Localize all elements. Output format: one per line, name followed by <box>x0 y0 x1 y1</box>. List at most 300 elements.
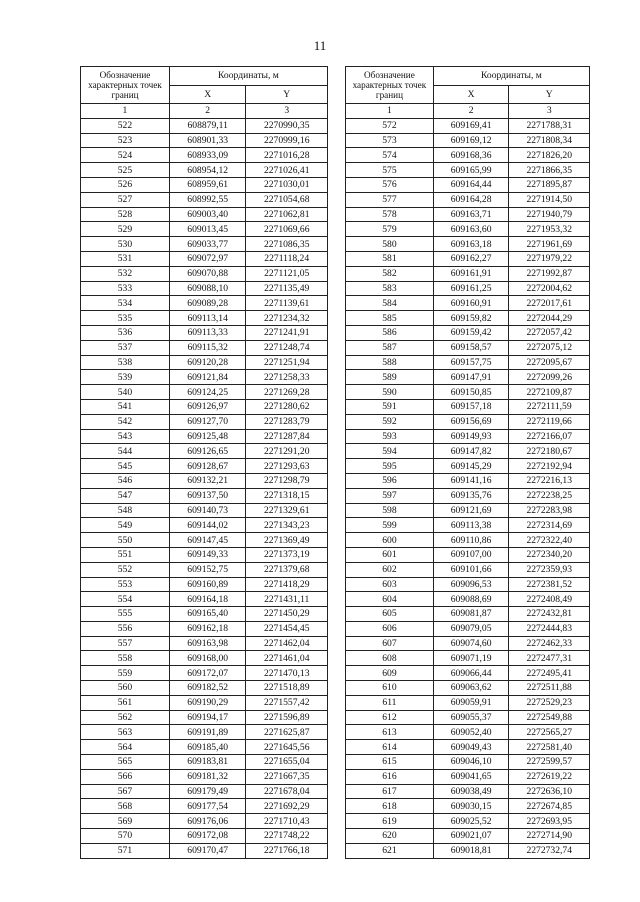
table-row <box>81 459 328 474</box>
y-coordinate-cell: 2271054,68 <box>246 192 328 207</box>
y-coordinate-cell: 2271121,05 <box>246 266 328 281</box>
y-coordinate-cell: 2270999,16 <box>246 133 328 148</box>
x-coordinate-cell: 609088,10 <box>169 281 246 296</box>
point-number-cell: 606 <box>346 621 434 636</box>
point-number-cell: 608 <box>346 651 434 666</box>
x-coordinate-cell: 609033,77 <box>169 237 246 252</box>
y-coordinate-cell: 2272095,67 <box>509 355 590 370</box>
y-coordinate-cell: 2271557,42 <box>246 695 328 710</box>
y-coordinate-cell: 2272619,22 <box>509 769 590 784</box>
table-row <box>81 296 328 311</box>
point-number-cell: 598 <box>346 503 434 518</box>
table-row <box>81 311 328 326</box>
x-coordinate-cell: 609137,50 <box>169 488 246 503</box>
y-coordinate-cell: 2271454,45 <box>246 621 328 636</box>
point-number-cell: 607 <box>346 636 434 651</box>
x-coordinate-cell: 609157,18 <box>433 399 509 414</box>
y-coordinate-cell: 2272322,40 <box>509 533 590 548</box>
point-number-cell: 614 <box>346 740 434 755</box>
y-coordinate-cell: 2272549,88 <box>509 710 590 725</box>
x-coordinate-cell: 609055,37 <box>433 710 509 725</box>
x-coordinate-cell: 609125,48 <box>169 429 246 444</box>
point-number-cell: 569 <box>81 814 170 829</box>
point-number-cell: 565 <box>81 755 170 770</box>
y-coordinate-cell: 2272283,98 <box>509 503 590 518</box>
y-coordinate-cell: 2271431,11 <box>246 592 328 607</box>
table-row <box>81 562 328 577</box>
x-coordinate-cell: 609101,66 <box>433 562 509 577</box>
table-row <box>81 251 328 266</box>
x-coordinate-cell: 609013,45 <box>169 222 246 237</box>
table-row <box>81 784 328 799</box>
x-coordinate-cell: 609140,73 <box>169 503 246 518</box>
point-number-cell: 619 <box>346 814 434 829</box>
table-row <box>81 488 328 503</box>
table-row <box>346 843 590 858</box>
coordinates-table-left <box>80 66 328 859</box>
point-number-cell: 523 <box>81 133 170 148</box>
table-row <box>346 488 590 503</box>
x-coordinate-cell: 609132,21 <box>169 473 246 488</box>
y-coordinate-cell: 2271298,79 <box>246 473 328 488</box>
y-coordinate-cell: 2272714,90 <box>509 829 590 844</box>
y-coordinate-cell: 2271470,13 <box>246 666 328 681</box>
point-number-cell: 596 <box>346 473 434 488</box>
y-coordinate-cell: 2271030,01 <box>246 177 328 192</box>
y-coordinate-cell: 2271418,29 <box>246 577 328 592</box>
table-row <box>81 799 328 814</box>
point-number-cell: 604 <box>346 592 434 607</box>
table-row <box>346 636 590 651</box>
x-coordinate-cell: 609190,29 <box>169 695 246 710</box>
table-row <box>346 429 590 444</box>
x-coordinate-cell: 609172,08 <box>169 829 246 844</box>
table-row <box>81 118 328 133</box>
point-number-cell: 545 <box>81 459 170 474</box>
y-coordinate-cell: 2271692,29 <box>246 799 328 814</box>
x-coordinate-cell: 609156,69 <box>433 414 509 429</box>
x-coordinate-cell: 609161,25 <box>433 281 509 296</box>
x-header: X <box>433 85 509 104</box>
coordinates-table-right <box>345 66 590 859</box>
y-coordinate-cell: 2271961,69 <box>509 237 590 252</box>
point-number-cell: 611 <box>346 695 434 710</box>
x-coordinate-cell: 609088,69 <box>433 592 509 607</box>
column-number-1: 1 <box>346 104 434 119</box>
point-number-cell: 553 <box>81 577 170 592</box>
x-coordinate-cell: 609149,93 <box>433 429 509 444</box>
y-coordinate-cell: 2271343,23 <box>246 518 328 533</box>
point-number-cell: 592 <box>346 414 434 429</box>
table-row <box>346 562 590 577</box>
x-coordinate-cell: 609079,05 <box>433 621 509 636</box>
y-coordinate-cell: 2271248,74 <box>246 340 328 355</box>
point-number-cell: 544 <box>81 444 170 459</box>
point-number-cell: 555 <box>81 607 170 622</box>
y-coordinate-cell: 2271450,29 <box>246 607 328 622</box>
y-coordinate-cell: 2271241,91 <box>246 325 328 340</box>
point-number-cell: 566 <box>81 769 170 784</box>
table-row <box>346 148 590 163</box>
y-header: Y <box>246 85 328 104</box>
table-row <box>81 829 328 844</box>
point-number-cell: 525 <box>81 163 170 178</box>
point-number-cell: 572 <box>346 118 434 133</box>
y-coordinate-cell: 2272529,23 <box>509 695 590 710</box>
table-row <box>81 681 328 696</box>
y-coordinate-cell: 2271258,33 <box>246 370 328 385</box>
x-coordinate-cell: 608992,55 <box>169 192 246 207</box>
table-row <box>346 607 590 622</box>
table-row <box>346 577 590 592</box>
table-row <box>346 459 590 474</box>
y-coordinate-cell: 2272674,85 <box>509 799 590 814</box>
table-row <box>81 547 328 562</box>
point-number-cell: 621 <box>346 843 434 858</box>
y-coordinate-cell: 2272511,88 <box>509 681 590 696</box>
y-coordinate-cell: 2272432,81 <box>509 607 590 622</box>
x-coordinate-cell: 609162,18 <box>169 621 246 636</box>
table-row <box>81 843 328 858</box>
table-row <box>346 769 590 784</box>
x-coordinate-cell: 609165,99 <box>433 163 509 178</box>
designation-header: Обозначение характерных точек границ <box>81 67 170 104</box>
y-header: Y <box>509 85 590 104</box>
y-coordinate-cell: 2272075,12 <box>509 340 590 355</box>
point-number-cell: 554 <box>81 592 170 607</box>
table-row <box>346 533 590 548</box>
table-row <box>81 355 328 370</box>
y-coordinate-cell: 2272636,10 <box>509 784 590 799</box>
x-coordinate-cell: 609126,97 <box>169 399 246 414</box>
header-row <box>346 67 590 86</box>
x-coordinate-cell: 609141,16 <box>433 473 509 488</box>
y-coordinate-cell: 2271234,32 <box>246 311 328 326</box>
x-coordinate-cell: 609144,02 <box>169 518 246 533</box>
point-number-cell: 582 <box>346 266 434 281</box>
y-coordinate-cell: 2271866,35 <box>509 163 590 178</box>
point-number-cell: 618 <box>346 799 434 814</box>
point-number-cell: 580 <box>346 237 434 252</box>
column-number-row <box>81 104 328 119</box>
y-coordinate-cell: 2271596,89 <box>246 710 328 725</box>
x-coordinate-cell: 609157,75 <box>433 355 509 370</box>
point-number-cell: 605 <box>346 607 434 622</box>
point-number-cell: 594 <box>346 444 434 459</box>
x-coordinate-cell: 609066,44 <box>433 666 509 681</box>
column-number-1: 1 <box>81 104 170 119</box>
table-row <box>81 385 328 400</box>
x-header: X <box>169 85 246 104</box>
table-row <box>346 237 590 252</box>
x-coordinate-cell: 609126,65 <box>169 444 246 459</box>
y-coordinate-cell: 2272238,25 <box>509 488 590 503</box>
x-coordinate-cell: 609158,57 <box>433 340 509 355</box>
table-row <box>346 177 590 192</box>
x-coordinate-cell: 609181,32 <box>169 769 246 784</box>
point-number-cell: 568 <box>81 799 170 814</box>
x-coordinate-cell: 609113,38 <box>433 518 509 533</box>
point-number-cell: 577 <box>346 192 434 207</box>
x-coordinate-cell: 609096,53 <box>433 577 509 592</box>
point-number-cell: 563 <box>81 725 170 740</box>
point-number-cell: 542 <box>81 414 170 429</box>
x-coordinate-cell: 609071,19 <box>433 651 509 666</box>
table-row <box>346 784 590 799</box>
x-coordinate-cell: 609070,88 <box>169 266 246 281</box>
y-coordinate-cell: 2271269,28 <box>246 385 328 400</box>
y-coordinate-cell: 2272314,69 <box>509 518 590 533</box>
table-row <box>81 577 328 592</box>
table-row <box>81 266 328 281</box>
x-coordinate-cell: 609169,12 <box>433 133 509 148</box>
y-coordinate-cell: 2272444,83 <box>509 621 590 636</box>
y-coordinate-cell: 2272495,41 <box>509 666 590 681</box>
y-coordinate-cell: 2271369,49 <box>246 533 328 548</box>
point-number-cell: 586 <box>346 325 434 340</box>
y-coordinate-cell: 2270990,35 <box>246 118 328 133</box>
y-coordinate-cell: 2271062,81 <box>246 207 328 222</box>
x-coordinate-cell: 609124,25 <box>169 385 246 400</box>
y-coordinate-cell: 2271086,35 <box>246 237 328 252</box>
y-coordinate-cell: 2271283,79 <box>246 414 328 429</box>
y-coordinate-cell: 2272044,29 <box>509 311 590 326</box>
x-coordinate-cell: 609018,81 <box>433 843 509 858</box>
point-number-cell: 576 <box>346 177 434 192</box>
table-row <box>81 370 328 385</box>
table-row <box>81 340 328 355</box>
table-row <box>81 695 328 710</box>
point-number-cell: 573 <box>346 133 434 148</box>
y-coordinate-cell: 2272099,26 <box>509 370 590 385</box>
table-row <box>81 651 328 666</box>
table-row <box>346 725 590 740</box>
point-number-cell: 600 <box>346 533 434 548</box>
y-coordinate-cell: 2271329,61 <box>246 503 328 518</box>
table-row <box>346 829 590 844</box>
page-number: 11 <box>313 38 327 53</box>
table-row <box>81 399 328 414</box>
table-row <box>346 281 590 296</box>
x-coordinate-cell: 609038,49 <box>433 784 509 799</box>
column-number-row <box>346 104 590 119</box>
point-number-cell: 536 <box>81 325 170 340</box>
x-coordinate-cell: 609150,85 <box>433 385 509 400</box>
x-coordinate-cell: 609128,67 <box>169 459 246 474</box>
table-row <box>81 740 328 755</box>
table-row <box>346 518 590 533</box>
table-row <box>81 814 328 829</box>
x-coordinate-cell: 609063,62 <box>433 681 509 696</box>
y-coordinate-cell: 2272216,13 <box>509 473 590 488</box>
designation-header: Обозначение характерных точек границ <box>346 67 434 104</box>
x-coordinate-cell: 608933,09 <box>169 148 246 163</box>
y-coordinate-cell: 2271461,04 <box>246 651 328 666</box>
x-coordinate-cell: 609147,82 <box>433 444 509 459</box>
table-row <box>346 740 590 755</box>
point-number-cell: 564 <box>81 740 170 755</box>
x-coordinate-cell: 609025,52 <box>433 814 509 829</box>
y-coordinate-cell: 2271139,61 <box>246 296 328 311</box>
table-row <box>346 207 590 222</box>
point-number-cell: 597 <box>346 488 434 503</box>
x-coordinate-cell: 609163,71 <box>433 207 509 222</box>
y-coordinate-cell: 2271118,24 <box>246 251 328 266</box>
x-coordinate-cell: 609059,91 <box>433 695 509 710</box>
header-row <box>81 67 328 86</box>
table-row <box>346 755 590 770</box>
x-coordinate-cell: 609021,07 <box>433 829 509 844</box>
table-row <box>81 325 328 340</box>
x-coordinate-cell: 609046,10 <box>433 755 509 770</box>
x-coordinate-cell: 609161,91 <box>433 266 509 281</box>
point-number-cell: 532 <box>81 266 170 281</box>
y-coordinate-cell: 2271979,22 <box>509 251 590 266</box>
point-number-cell: 601 <box>346 547 434 562</box>
x-coordinate-cell: 609127,70 <box>169 414 246 429</box>
x-coordinate-cell: 609182,52 <box>169 681 246 696</box>
point-number-cell: 587 <box>346 340 434 355</box>
point-number-cell: 550 <box>81 533 170 548</box>
table-row <box>346 503 590 518</box>
table-row <box>346 311 590 326</box>
x-coordinate-cell: 609115,32 <box>169 340 246 355</box>
x-coordinate-cell: 609147,91 <box>433 370 509 385</box>
table-row <box>81 237 328 252</box>
x-coordinate-cell: 609160,91 <box>433 296 509 311</box>
coordinates-header: Координаты, м <box>169 67 327 86</box>
point-number-cell: 552 <box>81 562 170 577</box>
table-row <box>81 607 328 622</box>
x-coordinate-cell: 609168,36 <box>433 148 509 163</box>
x-coordinate-cell: 609030,15 <box>433 799 509 814</box>
table-row <box>346 547 590 562</box>
y-coordinate-cell: 2272732,74 <box>509 843 590 858</box>
x-coordinate-cell: 609121,69 <box>433 503 509 518</box>
y-coordinate-cell: 2271826,20 <box>509 148 590 163</box>
point-number-cell: 615 <box>346 755 434 770</box>
x-coordinate-cell: 609041,65 <box>433 769 509 784</box>
y-coordinate-cell: 2272057,42 <box>509 325 590 340</box>
point-number-cell: 543 <box>81 429 170 444</box>
point-number-cell: 602 <box>346 562 434 577</box>
point-number-cell: 612 <box>346 710 434 725</box>
y-coordinate-cell: 2271645,56 <box>246 740 328 755</box>
point-number-cell: 613 <box>346 725 434 740</box>
point-number-cell: 527 <box>81 192 170 207</box>
y-coordinate-cell: 2271914,50 <box>509 192 590 207</box>
table-row <box>346 666 590 681</box>
table-row <box>346 118 590 133</box>
table-row <box>346 799 590 814</box>
y-coordinate-cell: 2271518,89 <box>246 681 328 696</box>
x-coordinate-cell: 609049,43 <box>433 740 509 755</box>
point-number-cell: 546 <box>81 473 170 488</box>
table-row <box>346 444 590 459</box>
x-coordinate-cell: 609170,47 <box>169 843 246 858</box>
point-number-cell: 557 <box>81 636 170 651</box>
x-coordinate-cell: 609003,40 <box>169 207 246 222</box>
x-coordinate-cell: 609177,54 <box>169 799 246 814</box>
y-coordinate-cell: 2272340,20 <box>509 547 590 562</box>
table-row <box>346 251 590 266</box>
table-row <box>81 621 328 636</box>
table-row <box>81 148 328 163</box>
table-row <box>346 340 590 355</box>
x-coordinate-cell: 609152,75 <box>169 562 246 577</box>
point-number-cell: 537 <box>81 340 170 355</box>
table-row <box>346 592 590 607</box>
x-coordinate-cell: 608954,12 <box>169 163 246 178</box>
x-coordinate-cell: 609147,45 <box>169 533 246 548</box>
y-coordinate-cell: 2272192,94 <box>509 459 590 474</box>
point-number-cell: 603 <box>346 577 434 592</box>
y-coordinate-cell: 2271667,35 <box>246 769 328 784</box>
x-coordinate-cell: 609113,14 <box>169 311 246 326</box>
x-coordinate-cell: 609165,40 <box>169 607 246 622</box>
x-coordinate-cell: 609145,29 <box>433 459 509 474</box>
y-coordinate-cell: 2271748,22 <box>246 829 328 844</box>
y-coordinate-cell: 2271026,41 <box>246 163 328 178</box>
point-number-cell: 533 <box>81 281 170 296</box>
point-number-cell: 522 <box>81 118 170 133</box>
y-coordinate-cell: 2271135,49 <box>246 281 328 296</box>
x-coordinate-cell: 609169,41 <box>433 118 509 133</box>
point-number-cell: 591 <box>346 399 434 414</box>
point-number-cell: 585 <box>346 311 434 326</box>
point-number-cell: 558 <box>81 651 170 666</box>
point-number-cell: 541 <box>81 399 170 414</box>
x-coordinate-cell: 609164,44 <box>433 177 509 192</box>
table-row <box>81 163 328 178</box>
y-coordinate-cell: 2272565,27 <box>509 725 590 740</box>
point-number-cell: 530 <box>81 237 170 252</box>
point-number-cell: 560 <box>81 681 170 696</box>
point-number-cell: 574 <box>346 148 434 163</box>
table-row <box>81 636 328 651</box>
x-coordinate-cell: 609194,17 <box>169 710 246 725</box>
column-number-3: 3 <box>246 104 328 119</box>
x-coordinate-cell: 609164,28 <box>433 192 509 207</box>
point-number-cell: 531 <box>81 251 170 266</box>
y-coordinate-cell: 2271788,31 <box>509 118 590 133</box>
x-coordinate-cell: 609072,97 <box>169 251 246 266</box>
y-coordinate-cell: 2271318,15 <box>246 488 328 503</box>
y-coordinate-cell: 2272599,57 <box>509 755 590 770</box>
x-coordinate-cell: 609107,00 <box>433 547 509 562</box>
y-coordinate-cell: 2271655,04 <box>246 755 328 770</box>
x-coordinate-cell: 609176,06 <box>169 814 246 829</box>
x-coordinate-cell: 609081,87 <box>433 607 509 622</box>
table-row <box>81 518 328 533</box>
x-coordinate-cell: 609135,76 <box>433 488 509 503</box>
table-row <box>81 503 328 518</box>
table-row <box>81 444 328 459</box>
y-coordinate-cell: 2271069,66 <box>246 222 328 237</box>
table-row <box>346 385 590 400</box>
x-coordinate-cell: 609120,28 <box>169 355 246 370</box>
y-coordinate-cell: 2271373,19 <box>246 547 328 562</box>
point-number-cell: 609 <box>346 666 434 681</box>
point-number-cell: 599 <box>346 518 434 533</box>
table-row <box>81 769 328 784</box>
table-row <box>81 281 328 296</box>
y-coordinate-cell: 2271462,04 <box>246 636 328 651</box>
table-row <box>81 414 328 429</box>
y-coordinate-cell: 2272180,67 <box>509 444 590 459</box>
point-number-cell: 570 <box>81 829 170 844</box>
table-row <box>346 473 590 488</box>
